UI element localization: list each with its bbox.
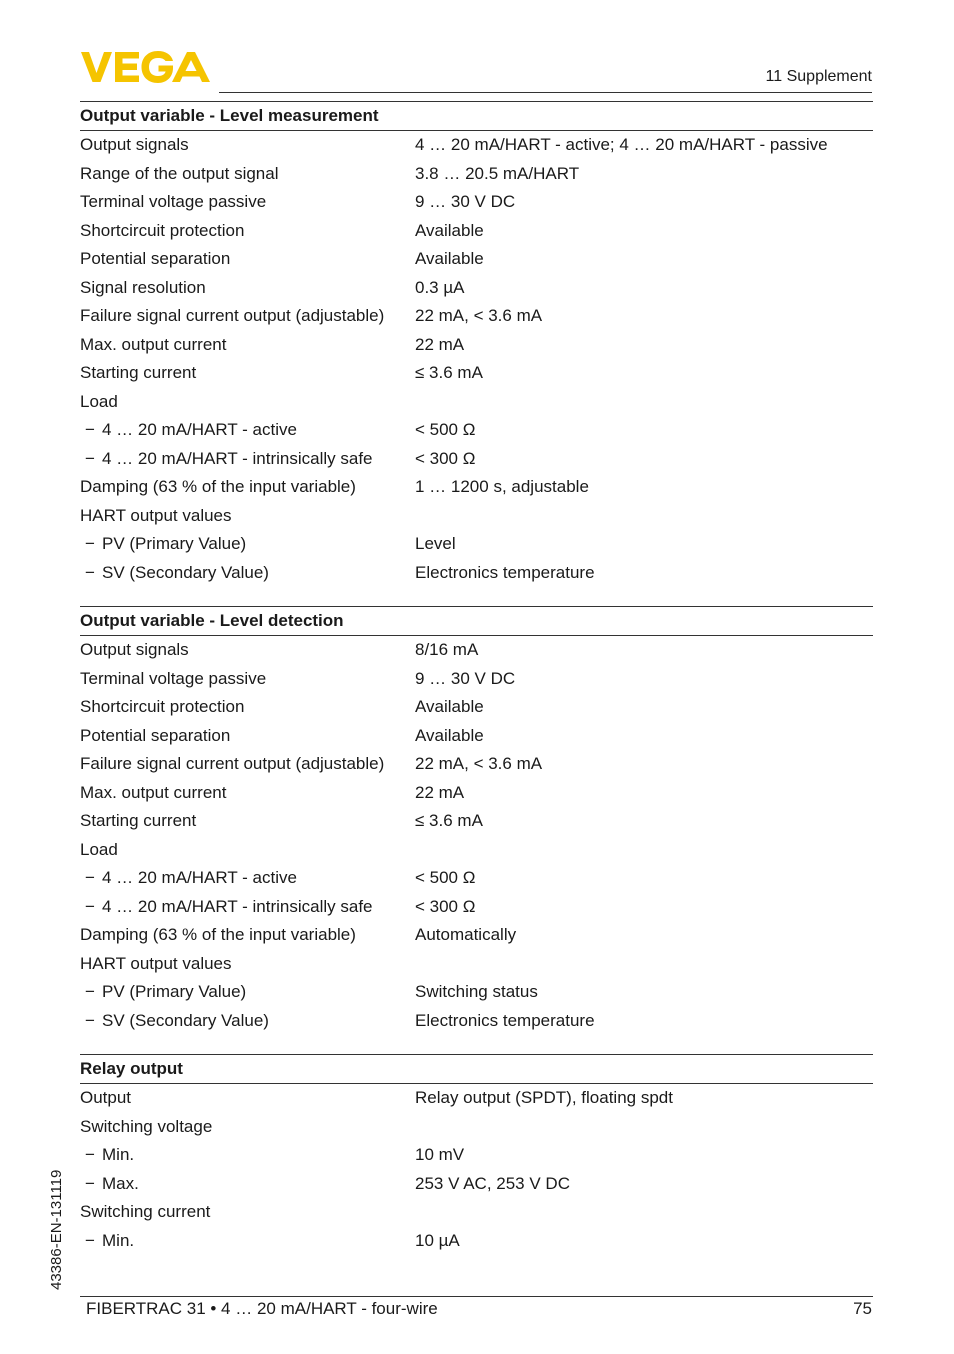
spec-label: Switching voltage [80, 1116, 213, 1136]
spec-section [80, 1054, 873, 1255]
spec-value: Available [415, 697, 484, 716]
spec-label-cell [80, 559, 415, 588]
spec-label: 4 … 20 mA/HART - intrinsically safe [102, 896, 373, 916]
spec-label-cell [80, 693, 415, 722]
spec-row [80, 950, 873, 979]
spec-row [80, 1198, 873, 1227]
spec-value: < 500 Ω [415, 420, 476, 439]
spec-row [80, 559, 873, 588]
spec-label: Potential separation [80, 725, 231, 745]
spec-value [415, 1113, 873, 1142]
spec-row [80, 779, 873, 808]
list-dash: − [85, 1230, 95, 1250]
spec-label-cell [80, 188, 415, 217]
spec-label-cell [80, 359, 415, 388]
spec-label: SV (Secondary Value) [102, 1010, 269, 1030]
spec-row [80, 1141, 873, 1170]
spec-row [80, 722, 873, 751]
spec-label: Min. [102, 1230, 135, 1250]
spec-row [80, 893, 873, 922]
spec-label: 4 … 20 mA/HART - active [102, 868, 297, 887]
spec-label: Load [80, 839, 118, 859]
list-dash: − [85, 868, 95, 887]
section-title: Output variable - Level measurement [80, 101, 873, 131]
spec-value [415, 388, 873, 417]
spec-section [80, 101, 873, 587]
spec-label-cell [80, 636, 415, 665]
spec-label: Potential separation [80, 249, 231, 268]
spec-label-cell [80, 245, 415, 274]
spec-value: Electronics temperature [415, 1010, 595, 1030]
spec-value: 22 mA, < 3.6 mA [415, 306, 543, 325]
spec-value: 8/16 mA [415, 640, 479, 659]
page-number: 75 [853, 1299, 872, 1318]
spec-row [80, 331, 873, 360]
spec-value: 9 … 30 V DC [415, 192, 516, 211]
spec-label: Shortcircuit protection [80, 220, 245, 240]
spec-row [80, 416, 873, 445]
list-dash: − [85, 982, 95, 1001]
spec-label-cell [80, 274, 415, 303]
spec-label-cell [80, 302, 415, 331]
spec-label: Max. [102, 1173, 139, 1193]
spec-label-cell [80, 978, 415, 1007]
spec-label-cell [80, 1141, 415, 1170]
spec-value: 10 µA [415, 1230, 460, 1250]
spec-value: < 500 Ω [415, 868, 476, 887]
spec-label-cell [80, 722, 415, 751]
spec-label: Signal resolution [80, 277, 206, 297]
spec-value: 1 … 1200 s, adjustable [415, 477, 589, 496]
spec-value: < 300 Ω [415, 896, 476, 916]
spec-value: 22 mA [415, 782, 465, 802]
header-rule [219, 92, 872, 93]
spec-label-cell [80, 893, 415, 922]
spec-row [80, 921, 873, 950]
spec-label: Min. [102, 1145, 135, 1164]
spec-row [80, 864, 873, 893]
spec-row [80, 160, 873, 189]
spec-content [80, 101, 873, 1274]
spec-row [80, 1227, 873, 1256]
spec-label: 4 … 20 mA/HART - intrinsically safe [102, 448, 373, 468]
list-dash: − [85, 896, 95, 916]
spec-label-cell [80, 1113, 415, 1142]
spec-value: < 300 Ω [415, 448, 476, 468]
spec-value: Relay output (SPDT), floating spdt [415, 1088, 673, 1107]
spec-label-cell [80, 502, 415, 531]
list-dash: − [85, 448, 95, 468]
spec-label: Damping (63 % of the input variable) [80, 477, 356, 496]
spec-row [80, 807, 873, 836]
list-dash: − [85, 420, 95, 439]
spec-value: 9 … 30 V DC [415, 668, 516, 688]
spec-value [415, 836, 873, 865]
list-dash: − [85, 534, 95, 553]
spec-value: Level [415, 534, 456, 553]
spec-label: Output signals [80, 640, 189, 659]
spec-label-cell [80, 217, 415, 246]
spec-label: Failure signal current output (adjustable) [80, 306, 385, 325]
spec-row [80, 359, 873, 388]
spec-label-cell [80, 1170, 415, 1199]
spec-label: Terminal voltage passive [80, 192, 267, 211]
spec-label-cell [80, 1007, 415, 1036]
spec-label-cell [80, 1084, 415, 1113]
footer-product-title: FIBERTRAC 31 • 4 … 20 mA/HART - four-wire [86, 1299, 438, 1318]
spec-label-cell [80, 445, 415, 474]
chapter-label: 11 Supplement [765, 68, 872, 85]
list-dash: − [85, 1173, 95, 1193]
spec-label: Max. output current [80, 782, 227, 802]
spec-label-cell [80, 131, 415, 160]
spec-row [80, 1084, 873, 1113]
spec-value: 22 mA, < 3.6 mA [415, 754, 543, 773]
spec-label-cell [80, 921, 415, 950]
spec-label-cell [80, 807, 415, 836]
spec-value [415, 1198, 873, 1227]
spec-value: Automatically [415, 925, 517, 944]
spec-label-cell [80, 473, 415, 502]
spec-label: Load [80, 391, 118, 411]
spec-value: ≤ 3.6 mA [415, 811, 483, 830]
spec-row [80, 274, 873, 303]
spec-row [80, 836, 873, 865]
spec-value: 0.3 µA [415, 277, 465, 297]
spec-row [80, 636, 873, 665]
spec-row [80, 245, 873, 274]
spec-row [80, 388, 873, 417]
spec-label-cell [80, 388, 415, 417]
spec-label: PV (Primary Value) [102, 534, 247, 553]
section-title: Output variable - Level detection [80, 606, 873, 636]
spec-label: 4 … 20 mA/HART - active [102, 420, 297, 439]
spec-value: 4 … 20 mA/HART - active; 4 … 20 mA/HART - passive [415, 135, 828, 154]
spec-label: Shortcircuit protection [80, 697, 245, 716]
spec-label: Range of the output signal [80, 163, 279, 183]
spec-label: HART output values [80, 953, 232, 973]
spec-row [80, 131, 873, 160]
spec-label-cell [80, 864, 415, 893]
spec-value: 22 mA [415, 334, 465, 354]
spec-label-cell [80, 160, 415, 189]
spec-label: Starting current [80, 363, 197, 382]
spec-row [80, 502, 873, 531]
footer-rule [80, 1296, 873, 1297]
vega-logo [81, 50, 211, 84]
spec-value: 253 V AC, 253 V DC [415, 1173, 570, 1193]
list-dash: − [85, 1010, 95, 1030]
spec-label: Terminal voltage passive [80, 668, 267, 688]
spec-row [80, 1113, 873, 1142]
spec-value: ≤ 3.6 mA [415, 363, 483, 382]
spec-row [80, 530, 873, 559]
spec-row [80, 188, 873, 217]
list-dash: − [85, 1145, 95, 1164]
spec-value: Available [415, 220, 484, 240]
spec-label: Output [80, 1088, 132, 1107]
spec-value: Switching status [415, 982, 538, 1001]
spec-row [80, 217, 873, 246]
spec-label-cell [80, 1198, 415, 1227]
spec-value: Available [415, 725, 484, 745]
spec-row [80, 1007, 873, 1036]
document-id: 43386-EN-131119 [48, 1169, 65, 1290]
spec-row [80, 445, 873, 474]
spec-label-cell [80, 416, 415, 445]
spec-label: PV (Primary Value) [102, 982, 247, 1001]
spec-label-cell [80, 750, 415, 779]
spec-row [80, 693, 873, 722]
spec-row [80, 1170, 873, 1199]
spec-label-cell [80, 331, 415, 360]
spec-label-cell [80, 779, 415, 808]
spec-label: Switching current [80, 1202, 211, 1221]
spec-row [80, 978, 873, 1007]
spec-value [415, 950, 873, 979]
spec-label-cell [80, 1227, 415, 1256]
spec-label-cell [80, 950, 415, 979]
spec-row [80, 473, 873, 502]
spec-value [415, 502, 873, 531]
spec-row [80, 750, 873, 779]
spec-label: Failure signal current output (adjustable) [80, 754, 385, 773]
spec-value: 3.8 … 20.5 mA/HART [415, 163, 580, 183]
spec-label-cell [80, 836, 415, 865]
spec-value: 10 mV [415, 1145, 465, 1164]
section-title: Relay output [80, 1054, 873, 1084]
spec-label: SV (Secondary Value) [102, 562, 269, 582]
spec-label: Output signals [80, 135, 189, 154]
spec-label: HART output values [80, 505, 232, 525]
spec-value: Available [415, 249, 484, 268]
spec-value: Electronics temperature [415, 562, 595, 582]
spec-label-cell [80, 665, 415, 694]
spec-row [80, 302, 873, 331]
spec-label: Starting current [80, 811, 197, 830]
spec-section [80, 606, 873, 1035]
spec-row [80, 665, 873, 694]
list-dash: − [85, 562, 95, 582]
spec-label: Damping (63 % of the input variable) [80, 925, 356, 944]
spec-label: Max. output current [80, 334, 227, 354]
spec-label-cell [80, 530, 415, 559]
